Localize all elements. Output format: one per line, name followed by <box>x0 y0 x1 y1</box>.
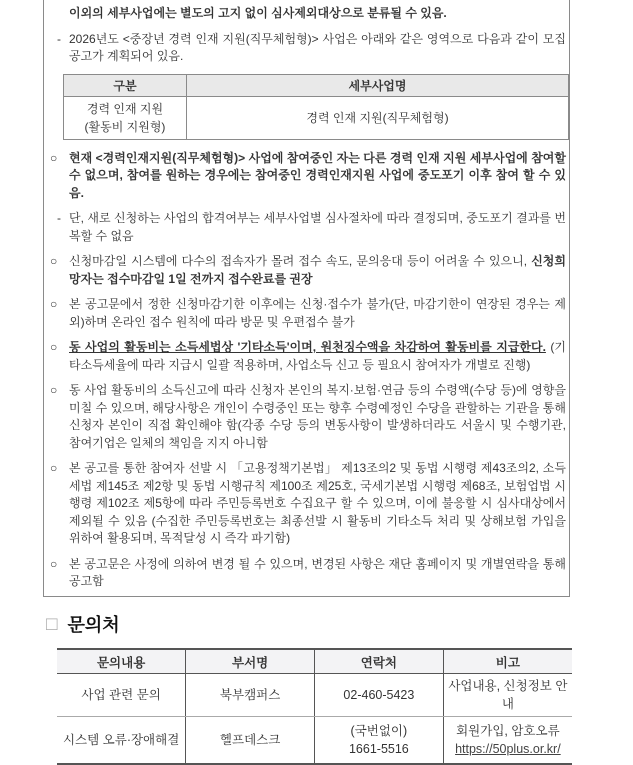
paragraph-text-emphasis: 동 사업의 활동비는 소득세법상 '기타소득'이며, 원천징수액을 차감하여 활동비를 지급한다. <box>69 340 546 354</box>
contact-header-phone: 연락처 <box>315 649 444 674</box>
dash-bullet: - <box>57 211 61 225</box>
contact-department-cell: 북부캠퍼스 <box>186 674 315 717</box>
contact-header-department: 부서명 <box>186 649 315 674</box>
notice-paragraph <box>50 5 566 23</box>
paragraph-text <box>69 339 566 374</box>
circle-bullet: ○ <box>50 297 58 311</box>
program-category-line1: 경력 인재 지원 <box>86 101 164 116</box>
program-table <box>63 74 569 140</box>
paragraph-text: 본 공고를 통한 참여자 선발 시 「고용정책기본법」 제13조의2 및 동법 시행령 제43조의2, 소득세법 제145조 제2항 및 동법 시행규칙 제100조 제25호, 국세기본법 시행령 제68조, 보험업법 시행령 제102조 제5항에 따라 주민등록번호 수집요구 할 수 있으며, 이에 불응할 시 심사대상에서 제외될 수 있음 (수집한 주민등록번호는 최종선발 시 활동비 기타소득 처리 및 상해보험 가입을 위하여 활용되며, 목적달성 시 즉각 파기함) <box>69 461 566 545</box>
contact-topic-cell: 사업 관련 문의 <box>57 674 186 717</box>
program-category-line2: (활동비 지원형) <box>84 119 166 134</box>
paragraph-text: 2026년도 <중장년 경력 인재 지원(직무체험형)> 사업은 아래와 같은 영역으로 다음과 같이 모집 공고가 계획되어 있음. <box>69 31 566 63</box>
paragraph-text <box>69 253 566 288</box>
dash-bullet: - <box>57 31 61 46</box>
circle-bullet: ○ <box>50 383 58 397</box>
notice-paragraph <box>50 339 566 374</box>
paragraph-text: 이외의 세부사업에는 별도의 고지 없이 심사제외대상으로 분류될 수 있음. <box>69 6 447 20</box>
contact-phone-cell: 02-460-5423 <box>315 674 444 717</box>
contact-table <box>57 648 572 765</box>
empty-bullet <box>50 5 69 23</box>
circle-bullet: ○ <box>50 340 58 354</box>
contact-note-cell <box>443 717 572 765</box>
paragraph-text: 현재 <경력인재지원(직무체험형)> 사업에 참여중인 자는 다른 경력 인재 지원 세부사업에 참여할 수 없으며, 참여를 원하는 경우에는 참여중인 경력인재지원 사업에 중도포기 이후 참여 할 수 있음. <box>69 150 566 200</box>
circle-bullet: ○ <box>50 150 58 165</box>
paragraph-text: 본 공고문에서 정한 신청마감기한 이후에는 신청·접수가 불가(단, 마감기한이 연장된 경우는 제외)하며 온라인 접수 원칙에 따라 방문 및 우편접수 불가 <box>69 297 566 329</box>
contact-phone-cell <box>315 717 444 765</box>
contact-table-header-row <box>57 649 572 674</box>
contact-table-row <box>57 674 572 717</box>
notice-paragraph <box>50 382 566 452</box>
square-bullet-icon: □ <box>46 613 58 635</box>
circle-bullet: ○ <box>50 461 58 475</box>
paragraph-text-regular: (기타소득세율에 따라 지급시 일괄 적용하며, 사업소득 신고 등 필요시 참여자가 개별로 진행) <box>69 340 566 372</box>
program-table-header-name: 세부사업명 <box>187 74 569 96</box>
contact-header-topic: 문의내용 <box>57 649 186 674</box>
circle-bullet: ○ <box>50 254 58 268</box>
paragraph-text: 단, 새로 신청하는 사업의 합격여부는 세부사업별 심사절차에 따라 결정되며, 중도포기 결과를 번복할 수 없음 <box>69 211 566 243</box>
paragraph-text-bold: 신청희망자는 접수마감일 1일 전까지 접수완료를 권장 <box>69 254 566 286</box>
contact-note-text: 회원가입, 암호오류 <box>456 724 560 738</box>
contact-department-cell: 헬프데스크 <box>186 717 315 765</box>
program-category-cell <box>64 96 187 139</box>
notice-box <box>43 0 570 597</box>
notice-paragraph <box>50 460 566 548</box>
contact-phone-prefix: (국번없이) <box>350 724 408 738</box>
notice-paragraph <box>50 253 566 288</box>
notice-paragraph <box>50 556 566 591</box>
notice-paragraph <box>50 31 566 66</box>
program-name-cell: 경력 인재 지원(직무체험형) <box>187 96 569 139</box>
circle-bullet: ○ <box>50 556 58 571</box>
program-table-header-category: 구분 <box>64 74 187 96</box>
contact-header-note: 비고 <box>443 649 572 674</box>
program-table-row <box>64 96 569 139</box>
contact-phone-number: 1661-5516 <box>348 742 409 756</box>
notice-paragraph <box>50 296 566 331</box>
contact-note-cell: 사업내용, 신청정보 안내 <box>443 674 572 717</box>
notice-paragraph <box>50 210 566 245</box>
notice-paragraph <box>50 150 566 203</box>
website-link[interactable]: https://50plus.or.kr/ <box>455 742 561 756</box>
paragraph-text: 동 사업 활동비의 소득신고에 따라 신청자 본인의 복지·보험·연금 등의 수령액(수당 등)에 영향을 미칠 수 있으며, 해당사항은 개인이 수령중인 또는 향후 수령예정인 수당을 관할하는 기관을 통해 신청자 본인이 직접 확인해야 함(각종 수당 등의 변동사항이 발생하더라도 서울시 및 수행기관, 참여기업은 일체의 책임을 지지 아니함 <box>69 383 566 450</box>
contact-topic-cell: 시스템 오류·장애해결 <box>62 733 180 747</box>
program-table-header-row <box>64 74 569 96</box>
paragraph-text-regular: 신청마감일 시스템에 다수의 접속자가 몰려 접수 속도, 문의응대 등이 어려울 수 있으니, <box>69 254 532 268</box>
contact-table-row <box>57 717 572 765</box>
contact-section-heading <box>46 611 120 637</box>
contact-heading-text: 문의처 <box>67 615 120 635</box>
paragraph-text: 본 공고문은 사정에 의하여 변경 될 수 있으며, 변경된 사항은 재단 홈페이지 및 개별연락을 통해 공고함 <box>69 556 566 588</box>
